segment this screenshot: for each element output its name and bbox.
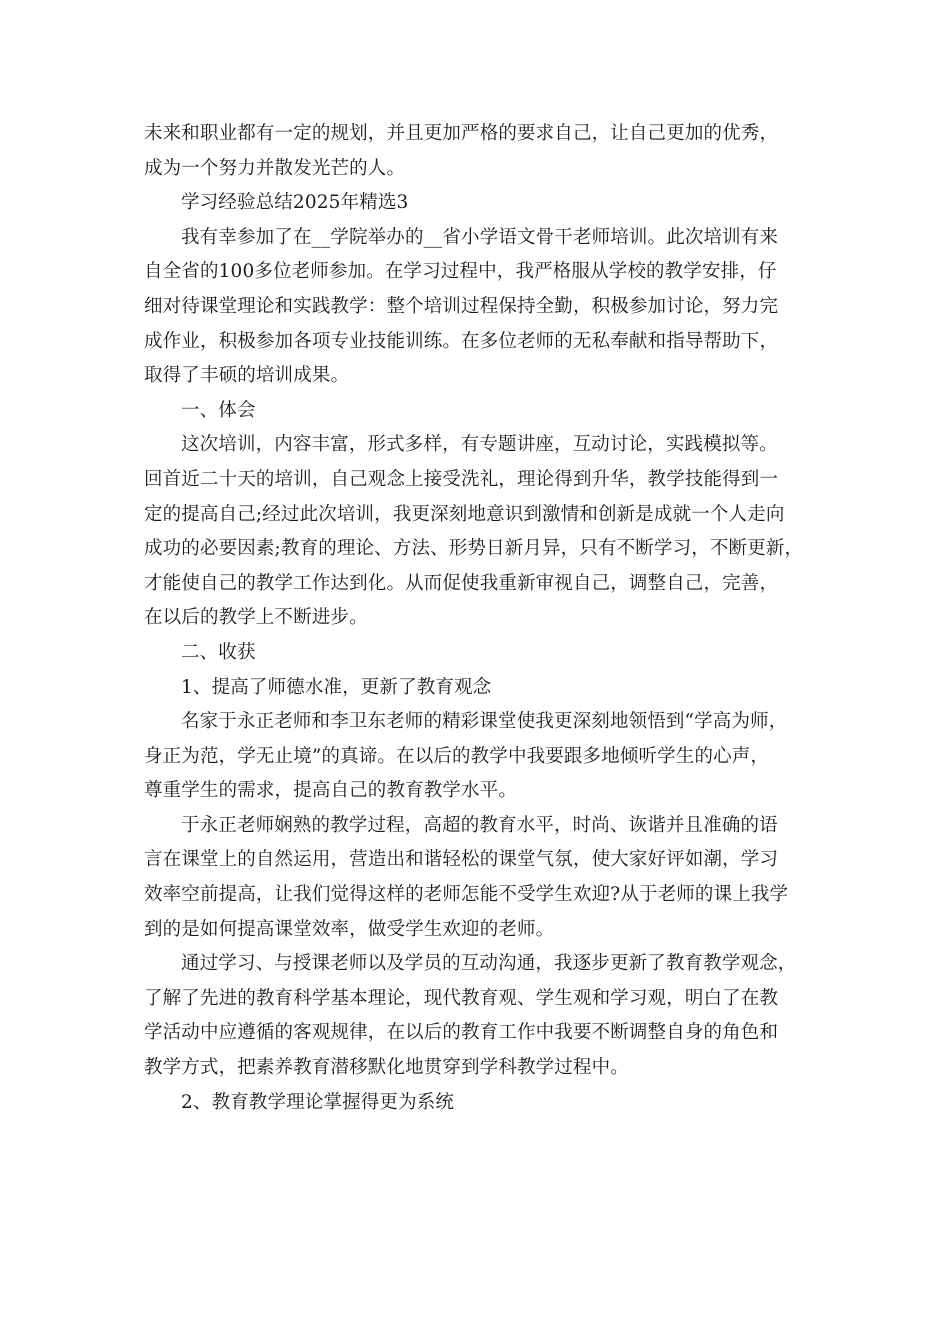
text-line: 2、教育教学理论掌握得更为系统 [181, 1091, 455, 1113]
text-line: 成功的必要因素;教育的理论、方法、形势日新月异，只有不断学习，不断更新， [144, 538, 804, 560]
text-line: 效率空前提高，让我们觉得这样的老师怎能不受学生欢迎?从于老师的课上我学 [144, 884, 789, 906]
text-line: 才能使自己的教学工作达到化。从而促使我重新审视自己，调整自己，完善， [144, 572, 779, 594]
text-line: 尊重学生的需求，提高自己的教育教学水平。 [144, 780, 518, 802]
document-body [144, 117, 814, 1120]
text-line: 学习经验总结2025年精选3 [181, 192, 409, 214]
text-line: 细对待课堂理论和实践教学：整个培训过程保持全勤，积极参加讨论，努力完 [144, 295, 779, 317]
text-line: 成为一个努力并散发光芒的人。 [144, 157, 406, 179]
text-line: 了解了先进的教育科学基本理论，现代教育观、学生观和学习观，明白了在教 [144, 987, 779, 1009]
text-line: 我有幸参加了在__学院举办的__省小学语文骨干老师培训。此次培训有来 [181, 226, 779, 248]
text-line: 二、收获 [181, 641, 256, 663]
text-line: 在以后的教学上不断进步。 [144, 607, 368, 629]
text-line: 1、提高了师德水准，更新了教育观念 [181, 676, 492, 698]
text-line: 定的提高自己;经过此次培训，我更深刻地意识到激情和创新是成就一个人走向 [144, 503, 785, 525]
text-line: 一、体会 [181, 399, 256, 421]
text-line: 于永正老师娴熟的教学过程，高超的教育水平，时尚、诙谐并且准确的语 [181, 814, 778, 836]
text-line: 到的是如何提高课堂效率，做受学生欢迎的老师。 [144, 918, 555, 940]
text-line: 教学方式，把素养教育潜移默化地贯穿到学科教学过程中。 [144, 1057, 629, 1079]
text-line: 身正为范，学无止境”的真谛。在以后的教学中我要跟多地倾听学生的心声， [144, 745, 770, 767]
text-line: 言在课堂上的自然运用，营造出和谐轻松的课堂气氛，使大家好评如潮，学习 [144, 849, 779, 871]
text-line: 回首近二十天的培训，自己观念上接受洗礼，理论得到升华，教学技能得到一 [144, 468, 779, 490]
text-line: 未来和职业都有一定的规划，并且更加严格的要求自己，让自己更加的优秀， [144, 123, 779, 144]
text-line: 自全省的100多位老师参加。在学习过程中，我严格服从学校的教学安排，仔 [144, 261, 777, 283]
text-line: 这次培训，内容丰富，形式多样，有专题讲座，互动讨论，实践模拟等。 [181, 434, 778, 456]
text-line: 成作业，积极参加各项专业技能训练。在多位老师的无私奉献和指导帮助下， [144, 330, 779, 352]
text-line: 取得了丰硕的培训成果。 [144, 365, 350, 387]
text-line: 通过学习、与授课老师以及学员的互动沟通，我逐步更新了教育教学观念， [181, 953, 797, 975]
text-line: 学活动中应遵循的客观规律，在以后的教育工作中我要不断调整自身的角色和 [144, 1022, 779, 1044]
text-line: 名家于永正老师和李卫东老师的精彩课堂使我更深刻地领悟到“学高为师， [181, 711, 788, 733]
